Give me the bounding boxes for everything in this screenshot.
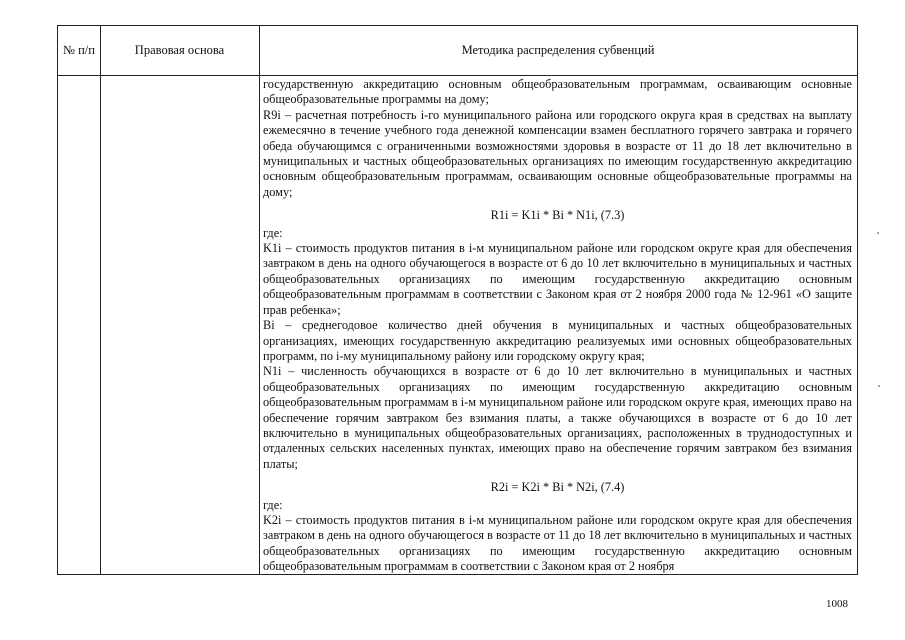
paragraph: K2i – стоимость продуктов питания в i-м муниципальном районе или городском округе края для обеспечения завтраком в день на одного обучающегося в возрасте от 11 до 18 лет включительно в муниципальных и частных общеобразовательных организациях по имеющим государственную аккредитацию основным общеобразовательным программам в соответствии с Законом края от 2 ноября bbox=[263, 512, 852, 574]
header-number: № п/п bbox=[63, 43, 95, 57]
header-legal-basis: Правовая основа bbox=[134, 43, 225, 57]
column-divider bbox=[259, 26, 260, 574]
subsidy-table bbox=[57, 25, 858, 575]
scan-speck bbox=[878, 385, 880, 387]
formula: R1i = K1i * Bi * N1i, (7.3) bbox=[490, 208, 625, 223]
page-number: 1008 bbox=[826, 598, 848, 610]
paragraph: N1i – численность обучающихся в возрасте от 6 до 10 лет включительно в муниципальных и частных общеобразовательных организациях по имеющим государственную аккредитацию основным общеобразовательным программам в i-м муниципальном районе или городском округе края, имеющих право на обеспечение горячим завтраком без взимания платы, а также обучающихся в возрасте от 6 до 10 лет включительно в муниципальных общеобразовательных организациях, расположенных в труднодоступных и отдаленных сельских населенных пунктах, имеющих право на обеспечение горячим завтраком без взимания платы; bbox=[263, 364, 852, 471]
formula: R2i = K2i * Bi * N2i, (7.4) bbox=[490, 480, 625, 495]
paragraph: Bi – среднегодовое количество дней обучения в муниципальных и частных общеобразовательных организациях, имеющих государственную аккредитацию реализуемых ими основных общеобразовательных программ, по i-му муниципальному району или городскому округу края; bbox=[263, 318, 852, 363]
methodology-text bbox=[263, 77, 852, 575]
scan-speck bbox=[877, 232, 879, 234]
paragraph: государственную аккредитацию основным общеобразовательным программам, осваивающим основные общеобразовательные программы на дому; bbox=[263, 77, 852, 107]
paragraph: K1i – стоимость продуктов питания в i-м муниципальном районе или городском округе края для обеспечения завтраком в день на одного обучающегося в возрасте от 6 до 10 лет включительно в муниципальных и частных общеобразовательных организациях по имеющим государственную аккредитацию основным общеобразовательным программам в соответствии с Законом края от 2 ноября 2000 года № 12-961 «О защите прав ребенка»; bbox=[263, 241, 852, 317]
column-divider bbox=[100, 26, 101, 574]
header-methodology: Методика распределения субвенций bbox=[461, 43, 655, 57]
paragraph: R9i – расчетная потребность i-го муниципального района или городского округа края в средствах на выплату ежемесячно в течение учебного года денежной компенсации взамен бесплатного горячего завтрака и горячего обеда обучающимся с ограниченными возможностями здоровья в возрасте от 11 до 18 лет включительно в муниципальных и частных общеобразовательных организациях по имеющим государственную аккредитацию основным общеобразовательным программам, осваивающим основные общеобразовательные программы на дому; bbox=[263, 107, 852, 199]
paragraph: где: bbox=[263, 497, 283, 512]
paragraph: где: bbox=[263, 225, 283, 240]
header-divider bbox=[58, 75, 857, 76]
